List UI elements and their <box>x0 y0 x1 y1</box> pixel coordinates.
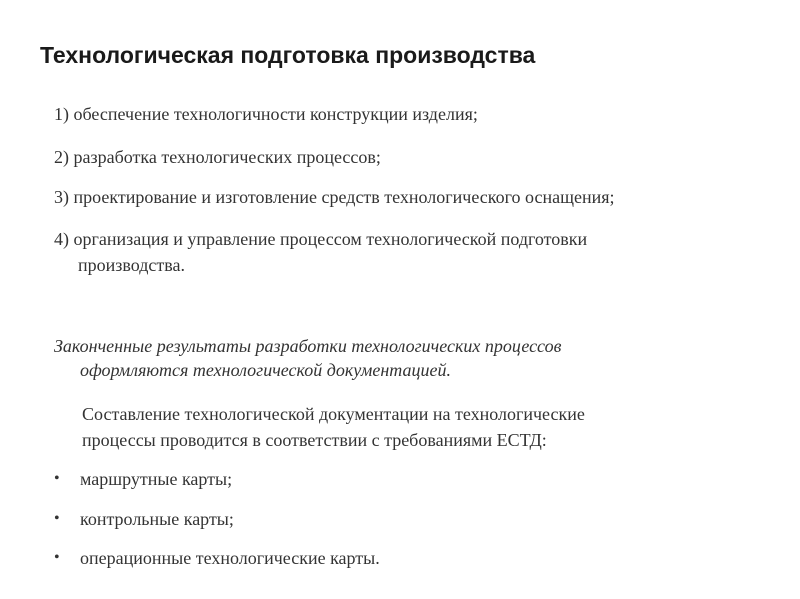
bullet-text: контрольные карты; <box>80 509 234 529</box>
bullet-icon: • <box>54 549 60 566</box>
bullet-icon: • <box>54 510 60 527</box>
list-item <box>54 226 587 278</box>
bullet-icon: • <box>54 470 60 487</box>
paragraph-line-2: процессы проводится в соответствии с требованиями ЕСТД: <box>82 430 547 450</box>
list-item-text: 4) организация и управление процессом технологической подготовки <box>54 229 588 249</box>
note-line-2: оформляются технологической документацией. <box>80 360 451 380</box>
bullet-item <box>54 545 380 571</box>
bullet-item <box>54 506 234 532</box>
paragraph-line-1: Составление технологической документации на технологические <box>82 404 585 424</box>
bullet-text: операционные технологические карты. <box>80 548 380 568</box>
note-line-1: Законченные результаты разработки технологических процессов <box>54 336 562 356</box>
paragraph <box>82 401 585 453</box>
list-item <box>54 101 478 127</box>
slide-title: Технологическая подготовка производства <box>40 42 536 68</box>
list-item <box>54 144 381 170</box>
list-item <box>54 184 615 210</box>
bullet-text: маршрутные карты; <box>80 469 233 489</box>
list-item-text: 1) обеспечение технологичности конструкции изделия; <box>54 104 478 124</box>
bullet-item <box>54 466 232 492</box>
italic-note <box>54 334 561 382</box>
list-item-text: 3) проектирование и изготовление средств технологического оснащения; <box>54 187 615 207</box>
list-item-text: 2) разработка технологических процессов; <box>54 147 381 167</box>
list-item-continuation: производства. <box>78 255 185 275</box>
